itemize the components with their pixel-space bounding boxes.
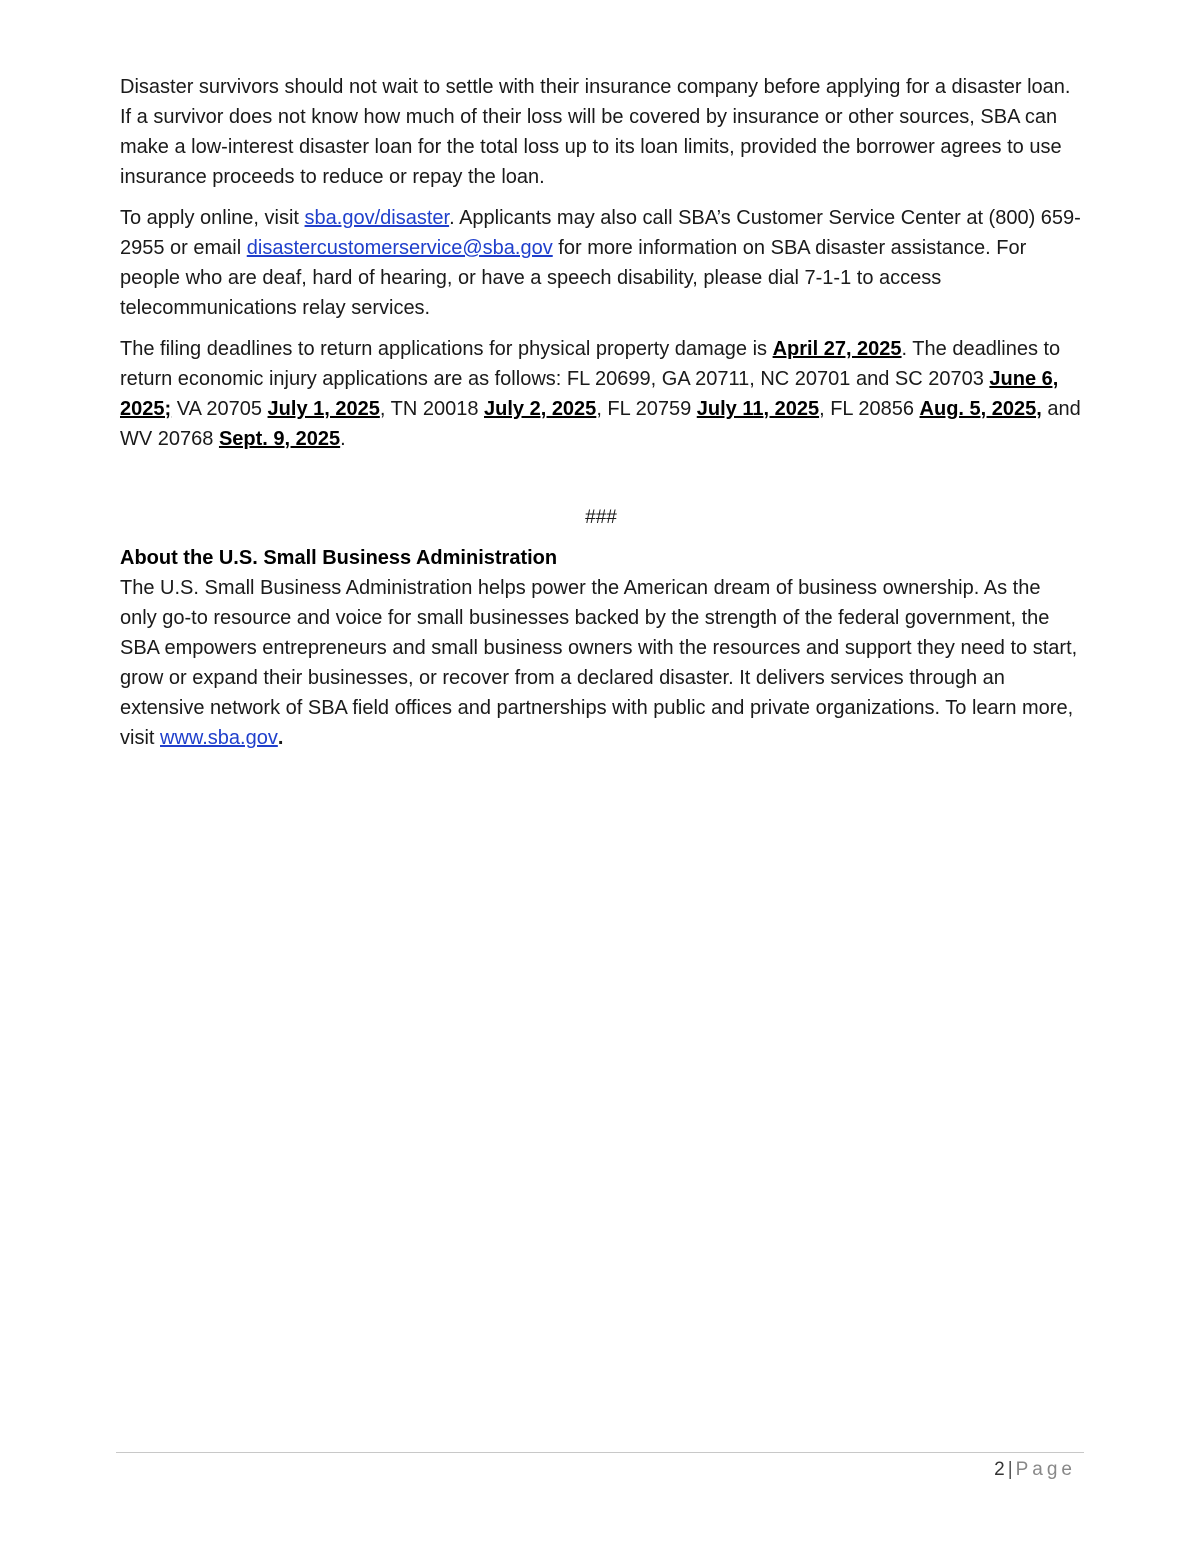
section-separator: ### [585,507,617,528]
sba-disaster-link[interactable]: sba.gov/disaster [304,207,450,229]
deadline-physical: April 27, 2025 [772,338,902,360]
deadlines-text-7: and WV 20768 [120,398,1081,450]
deadlines-text-5: , FL 20759 [596,398,697,420]
deadline-tn: July 2, 2025 [484,398,597,420]
deadline-wv: Sept. 9, 2025 [218,428,341,450]
deadlines-paragraph [120,334,1082,454]
sba-website-link[interactable]: www.sba.gov [160,727,278,749]
page-separator: | [1007,1459,1013,1480]
apply-text-3: for more information on SBA disaster assistance. For people who are deaf, hard of hearing, or have a speech disability, please dial 7-1-1 to access telecommunications relay services. [120,237,1027,319]
footer-divider [116,1452,1084,1453]
deadlines-text-3: VA 20705 [171,398,268,420]
customer-service-email-link[interactable]: disastercustomerservice@sba.gov [246,237,553,259]
deadlines-text-4: , TN 20018 [379,398,484,420]
insurance-paragraph: Disaster survivors should not wait to settle with their insurance company before applying for a disaster loan. If a survivor does not know how much of their loss will be covered by insurance or other sources, SBA can make a low-interest disaster loan for the total loss up to its loan limits, provided the borrower agrees to use insurance proceeds to reduce or repay the loan. [120,76,1071,188]
apply-text-1: To apply online, visit [120,207,305,229]
document-body [120,72,1082,764]
deadline-va: July 1, 2025 [267,398,380,420]
about-body: The U.S. Small Business Administration helps power the American dream of business ownership. As the only go-to resource and voice for small businesses backed by the strength of the federal government, the SBA empowers entrepreneurs and small business owners with the resources and support they need to start, grow or expand their businesses, or recover from a declared disaster. It delivers services through an extensive network of SBA field offices and partnerships with public and private organizations. To learn more, visit [120,577,1078,749]
deadlines-text-6: , FL 20856 [819,398,920,420]
deadlines-text-2: . The deadlines to return economic injury applications are as follows: FL 20699, GA 20711, NC 20701 and SC 20703 [120,338,1061,390]
about-heading: About the U.S. Small Business Administration [120,547,558,569]
about-end: . [277,727,284,749]
apply-text-2: . Applicants may also call SBA’s Customer Service Center at (800) 659-2955 or email [120,207,1081,259]
about-paragraph [120,573,1082,753]
page-number: 2 [994,1459,1005,1480]
deadline-sc: June 6, 2025; [120,368,1059,420]
page-word: Page [1015,1459,1076,1480]
page-footer [994,1457,1076,1483]
deadline-fl-20856: Aug. 5, 2025, [919,398,1042,420]
deadline-fl-20759: July 11, 2025 [696,398,820,420]
deadlines-text-1: The filing deadlines to return applications for physical property damage is [120,338,773,360]
deadlines-text-8: . [340,428,346,450]
apply-paragraph [120,203,1082,323]
